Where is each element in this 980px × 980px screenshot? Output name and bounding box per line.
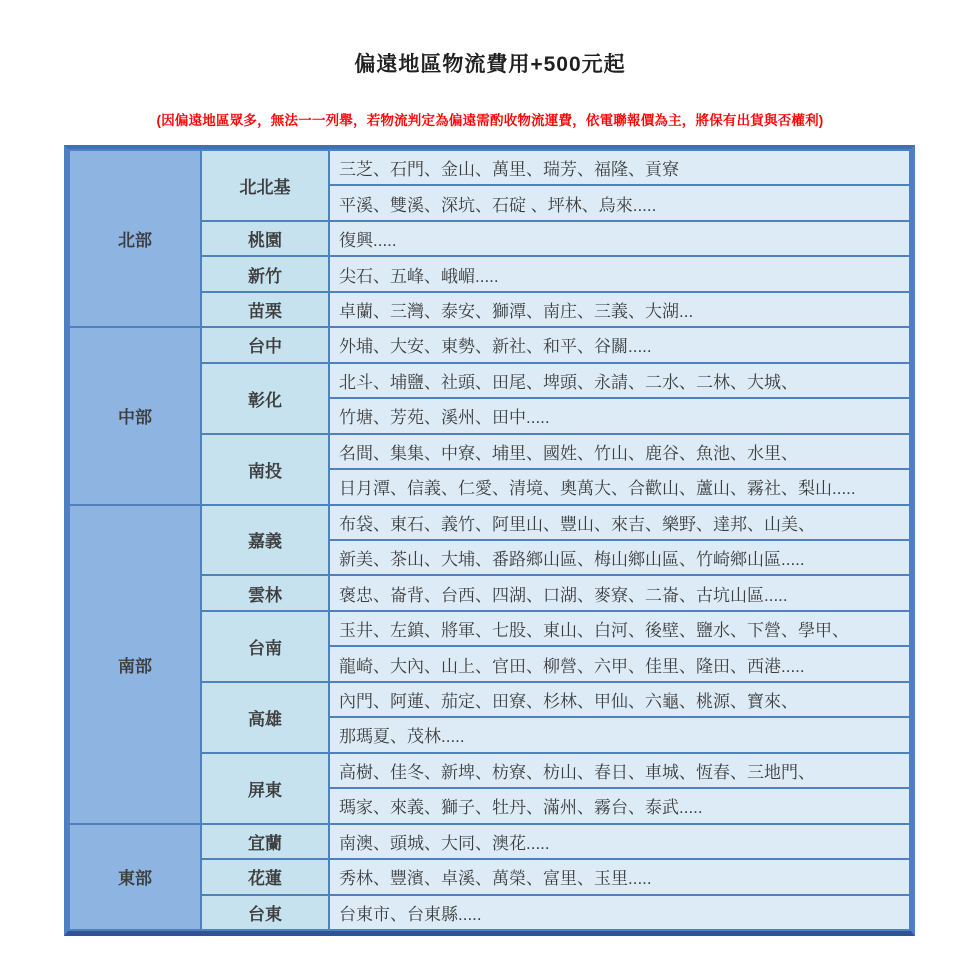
- county-cell: 雲林: [201, 575, 329, 610]
- district-cell: 名間、集集、中寮、埔里、國姓、竹山、鹿谷、魚池、水里、: [329, 434, 910, 469]
- district-cell: 平溪、雙溪、深坑、石碇 、坪林、烏來.....: [329, 185, 910, 220]
- table-row: [69, 824, 910, 859]
- county-cell: 台東: [201, 895, 329, 930]
- county-cell: 高雄: [201, 682, 329, 753]
- county-cell: 彰化: [201, 363, 329, 434]
- county-cell: 台中: [201, 327, 329, 362]
- region-cell: 北部: [69, 150, 201, 327]
- page-title: 偏遠地區物流費用+500元起: [354, 53, 626, 76]
- county-cell: 嘉義: [201, 505, 329, 576]
- district-cell: 褒忠、崙背、台西、四湖、口湖、麥寮、二崙、古坑山區.....: [329, 575, 910, 610]
- county-cell: 新竹: [201, 256, 329, 291]
- remote-area-disclaimer: (因偏遠地區眾多，無法一一列舉，若物流判定為偏遠需酌收物流運費，依電聯報價為主，將保有出貨與否權利): [156, 113, 824, 128]
- district-cell: 龍崎、大內、山上、官田、柳營、六甲、佳里、隆田、西港.....: [329, 646, 910, 681]
- district-cell: 那瑪夏、茂林.....: [329, 717, 910, 752]
- district-cell: 南澳、頭城、大同、澳花.....: [329, 824, 910, 859]
- county-cell: 北北基: [201, 150, 329, 221]
- table-row: [69, 505, 910, 540]
- region-cell: 東部: [69, 824, 201, 930]
- district-cell: 外埔、大安、東勢、新社、和平、谷關.....: [329, 327, 910, 362]
- district-cell: 三芝、石門、金山、萬里、瑞芳、福隆、貢寮: [329, 150, 910, 185]
- district-cell: 尖石、五峰、峨嵋.....: [329, 256, 910, 291]
- county-cell: 宜蘭: [201, 824, 329, 859]
- county-cell: 桃園: [201, 221, 329, 256]
- county-cell: 花蓮: [201, 859, 329, 894]
- county-cell: 台南: [201, 611, 329, 682]
- district-cell: 日月潭、信義、仁愛、清境、奧萬大、合歡山、蘆山、霧社、梨山.....: [329, 469, 910, 504]
- county-cell: 屏東: [201, 753, 329, 824]
- district-cell: 北斗、埔鹽、社頭、田尾、埤頭、永請、二水、二林、大城、: [329, 363, 910, 398]
- remote-area-fee-table: [68, 149, 911, 931]
- district-cell: 新美、茶山、大埔、番路鄉山區、梅山鄉山區、竹崎鄉山區.....: [329, 540, 910, 575]
- district-cell: 秀林、豐濱、卓溪、萬榮、富里、玉里.....: [329, 859, 910, 894]
- table-row: [69, 150, 910, 185]
- district-cell: 竹塘、芳苑、溪州、田中.....: [329, 398, 910, 433]
- district-cell: 瑪家、來義、獅子、牡丹、滿州、霧台、泰武.....: [329, 788, 910, 823]
- district-cell: 玉井、左鎮、將軍、七股、東山、白河、後壁、鹽水、下營、學甲、: [329, 611, 910, 646]
- county-cell: 苗栗: [201, 292, 329, 327]
- table-row: [69, 327, 910, 362]
- district-cell: 內門、阿蓮、茄定、田寮、杉林、甲仙、六龜、桃源、寶來、: [329, 682, 910, 717]
- district-cell: 復興.....: [329, 221, 910, 256]
- remote-area-table-wrapper: [64, 145, 915, 936]
- district-cell: 布袋、東石、義竹、阿里山、豐山、來吉、樂野、達邦、山美、: [329, 505, 910, 540]
- district-cell: 高樹、佳冬、新埤、枋寮、枋山、春日、車城、恆春、三地門、: [329, 753, 910, 788]
- region-cell: 中部: [69, 327, 201, 504]
- district-cell: 卓蘭、三灣、泰安、獅潭、南庄、三義、大湖...: [329, 292, 910, 327]
- region-cell: 南部: [69, 505, 201, 824]
- district-cell: 台東市、台東縣.....: [329, 895, 910, 930]
- county-cell: 南投: [201, 434, 329, 505]
